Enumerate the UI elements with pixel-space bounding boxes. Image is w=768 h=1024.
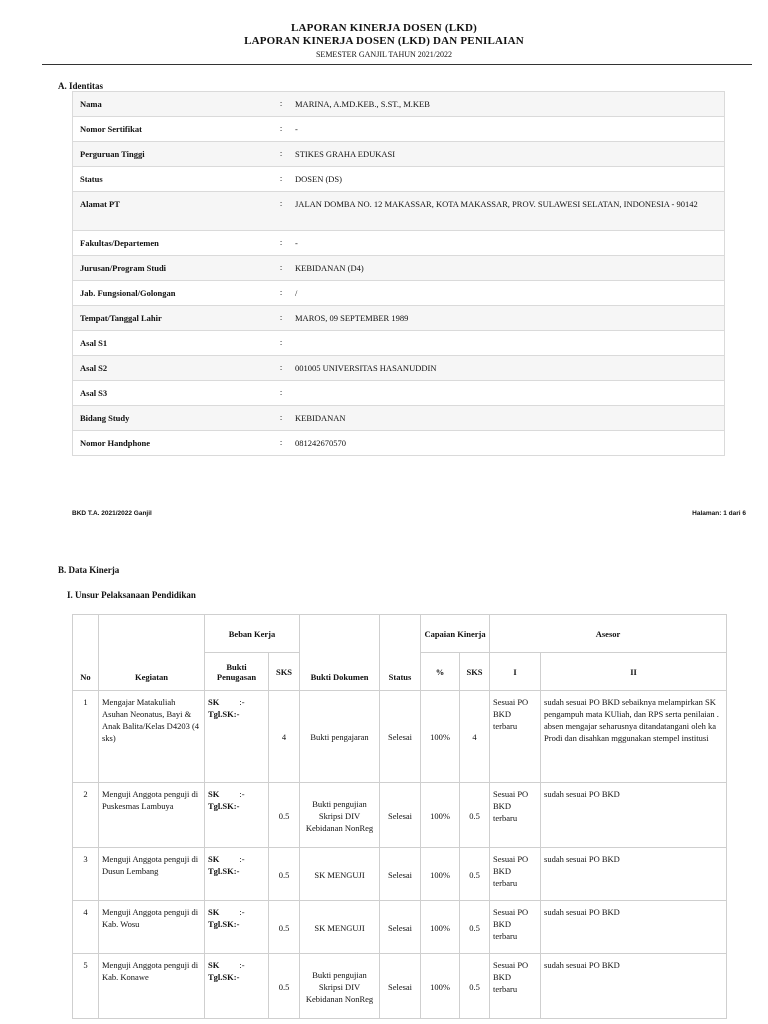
cell-sks-capaian: 0.5 [460,901,490,954]
identity-label: Jurusan/Program Studi [73,256,271,281]
sk-line [208,906,265,918]
identity-colon: : [270,167,292,192]
report-subtitle: LAPORAN KINERJA DOSEN (LKD) DAN PENILAIAN [244,35,524,47]
cell-sks-capaian: 0.5 [460,848,490,901]
identity-value: / [292,281,725,306]
section-a-heading: A. Identitas [58,81,104,91]
cell-persen: 100% [421,691,460,783]
identity-label: Tempat/Tanggal Lahir [73,306,271,331]
identity-row [73,192,725,231]
tgl-sk-label: Tgl.SK:- [208,866,240,876]
identity-label: Nama [73,92,271,117]
identity-value: - [292,231,725,256]
cell-asesor-1: Sesuai PO BKD terbaru [490,691,541,783]
tgl-sk-label: Tgl.SK:- [208,801,240,811]
col-beban-kerja: Beban Kerja [205,615,300,653]
identity-colon: : [270,381,292,406]
cell-sks: 0.5 [269,848,300,901]
semester-label: SEMESTER GANJIL TAHUN 2021/2022 [315,50,453,59]
identity-row [73,117,725,142]
identity-row [73,381,725,406]
cell-bukti-penugasan [205,954,269,1019]
cell-bukti-penugasan [205,901,269,954]
identity-value: MAROS, 09 SEPTEMBER 1989 [292,306,725,331]
cell-bukti-dokumen: Bukti pengajaran [300,691,380,783]
sk-value: :- [239,960,245,970]
col-persen: % [421,653,460,691]
sk-line [208,788,265,800]
identity-colon: : [270,431,292,456]
header-divider [42,64,752,65]
table-row [73,954,727,1019]
cell-bukti-penugasan [205,691,269,783]
identity-label: Perguruan Tinggi [73,142,271,167]
identity-label: Alamat PT [73,192,271,231]
footer-page-number: Halaman: 1 dari 6 [692,510,746,517]
identity-label: Status [73,167,271,192]
identity-label: Nomor Handphone [73,431,271,456]
identity-value: MARINA, A.MD.KEB., S.ST., M.KEB [292,92,725,117]
identity-label: Bidang Study [73,406,271,431]
sk-label: SK [208,697,220,707]
cell-status: Selesai [380,954,421,1019]
identity-row [73,281,725,306]
col-bukti-dokumen: Bukti Dokumen [300,615,380,691]
col-asesor: Asesor [490,615,727,653]
identity-row [73,231,725,256]
identity-colon: : [270,142,292,167]
cell-bukti-penugasan [205,848,269,901]
cell-no: 4 [73,901,99,954]
cell-sks-capaian: 0.5 [460,783,490,848]
cell-asesor-1: Sesuai PO BKD terbaru [490,954,541,1019]
tgl-sk-label: Tgl.SK:- [208,919,240,929]
sk-value: :- [239,907,245,917]
identity-colon: : [270,306,292,331]
identity-value: DOSEN (DS) [292,167,725,192]
cell-kegiatan: Menguji Anggota penguji di Kab. Konawe [99,954,205,1019]
identity-colon: : [270,356,292,381]
cell-asesor-2: sudah sesuai PO BKD [541,901,727,954]
col-no: No [73,615,99,691]
section-b-heading: B. Data Kinerja [58,565,120,575]
cell-kegiatan: Menguji Anggota penguji di Dusun Lembang [99,848,205,901]
tgl-sk-label: Tgl.SK:- [208,972,240,982]
sk-label: SK [208,960,220,970]
cell-persen: 100% [421,848,460,901]
cell-no: 1 [73,691,99,783]
col-status: Status [380,615,421,691]
cell-no: 2 [73,783,99,848]
identity-value: KEBIDANAN (D4) [292,256,725,281]
cell-persen: 100% [421,901,460,954]
cell-kegiatan: Menguji Anggota penguji di Kab. Wosu [99,901,205,954]
cell-status: Selesai [380,848,421,901]
identity-value: 081242670570 [292,431,725,456]
report-title: LAPORAN KINERJA DOSEN (LKD) [291,22,477,34]
identity-row [73,92,725,117]
identity-colon: : [270,117,292,142]
identity-value: JALAN DOMBA NO. 12 MAKASSAR, KOTA MAKASSAR, PROV. SULAWESI SELATAN, INDONESIA - 90142 [292,192,725,231]
tgl-sk-label: Tgl.SK:- [208,709,240,719]
identity-label: Nomor Sertifikat [73,117,271,142]
sk-label: SK [208,789,220,799]
identity-value: 001005 UNIVERSITAS HASANUDDIN [292,356,725,381]
identity-table [72,91,725,456]
cell-asesor-1: Sesuai PO BKD terbaru [490,783,541,848]
cell-no: 5 [73,954,99,1019]
cell-bukti-dokumen: Bukti pengujian Skripsi DIV Kebidanan NonReg [300,954,380,1019]
identity-colon: : [270,281,292,306]
cell-asesor-2: sudah sesuai PO BKD [541,954,727,1019]
cell-sks-capaian: 4 [460,691,490,783]
identity-label: Jab. Fungsional/Golongan [73,281,271,306]
table-row [73,783,727,848]
sk-line [208,696,265,708]
col-sks: SKS [269,653,300,691]
identity-value: - [292,117,725,142]
cell-sks-capaian: 0.5 [460,954,490,1019]
sk-value: :- [239,854,245,864]
sk-label: SK [208,854,220,864]
footer-period: BKD T.A. 2021/2022 Ganjil [72,510,152,517]
cell-asesor-2: sudah sesuai PO BKD [541,783,727,848]
cell-bukti-dokumen: SK MENGUJI [300,901,380,954]
table-row [73,848,727,901]
performance-table [72,614,727,1019]
col-sks-capaian: SKS [460,653,490,691]
identity-colon: : [270,256,292,281]
cell-asesor-2: sudah sesuai PO BKD [541,848,727,901]
col-capaian-kinerja: Capaian Kinerja [421,615,490,653]
sk-line [208,853,265,865]
identity-label: Fakultas/Departemen [73,231,271,256]
cell-sks: 0.5 [269,901,300,954]
col-kegiatan: Kegiatan [99,615,205,691]
cell-bukti-dokumen: Bukti pengujian Skripsi DIV Kebidanan NonReg [300,783,380,848]
identity-row [73,167,725,192]
col-asesor-2: II [541,653,727,691]
identity-label: Asal S1 [73,331,271,356]
identity-row [73,431,725,456]
cell-no: 3 [73,848,99,901]
identity-row [73,256,725,281]
col-bukti-penugasan: Bukti Penugasan [205,653,269,691]
cell-persen: 100% [421,954,460,1019]
cell-kegiatan: Menguji Anggota penguji di Puskesmas Lambuya [99,783,205,848]
cell-sks: 0.5 [269,954,300,1019]
identity-label: Asal S3 [73,381,271,406]
identity-value [292,331,725,356]
cell-bukti-penugasan [205,783,269,848]
identity-row [73,306,725,331]
identity-value [292,381,725,406]
identity-colon: : [270,331,292,356]
cell-asesor-1: Sesuai PO BKD terbaru [490,901,541,954]
identity-value: STIKES GRAHA EDUKASI [292,142,725,167]
identity-row [73,142,725,167]
identity-row [73,356,725,381]
cell-sks: 0.5 [269,783,300,848]
cell-status: Selesai [380,901,421,954]
cell-persen: 100% [421,783,460,848]
section-b1-heading: I. Unsur Pelaksanaan Pendidikan [67,590,196,600]
sk-line [208,959,265,971]
identity-colon: : [270,92,292,117]
identity-row [73,406,725,431]
table-row [73,901,727,954]
cell-sks: 4 [269,691,300,783]
cell-status: Selesai [380,783,421,848]
sk-label: SK [208,907,220,917]
identity-row [73,331,725,356]
identity-label: Asal S2 [73,356,271,381]
cell-bukti-dokumen: SK MENGUJI [300,848,380,901]
table-row [73,691,727,783]
identity-colon: : [270,231,292,256]
col-asesor-1: I [490,653,541,691]
identity-value: KEBIDANAN [292,406,725,431]
sk-value: :- [239,697,245,707]
cell-asesor-2: sudah sesuai PO BKD sebaiknya melampirkan SK pengampuh mata KUliah, dan RPS serta penilaian . absen mengajar seharusnya ditandatangani oleh ka Prodi dan disahkan mggunakan stempel institusi [541,691,727,783]
identity-colon: : [270,406,292,431]
cell-status: Selesai [380,691,421,783]
cell-asesor-1: Sesuai PO BKD terbaru [490,848,541,901]
cell-kegiatan: Mengajar Matakuliah Asuhan Neonatus, Bayi & Anak Balita/Kelas D4203 (4 sks) [99,691,205,783]
identity-colon: : [270,192,292,231]
sk-value: :- [239,789,245,799]
